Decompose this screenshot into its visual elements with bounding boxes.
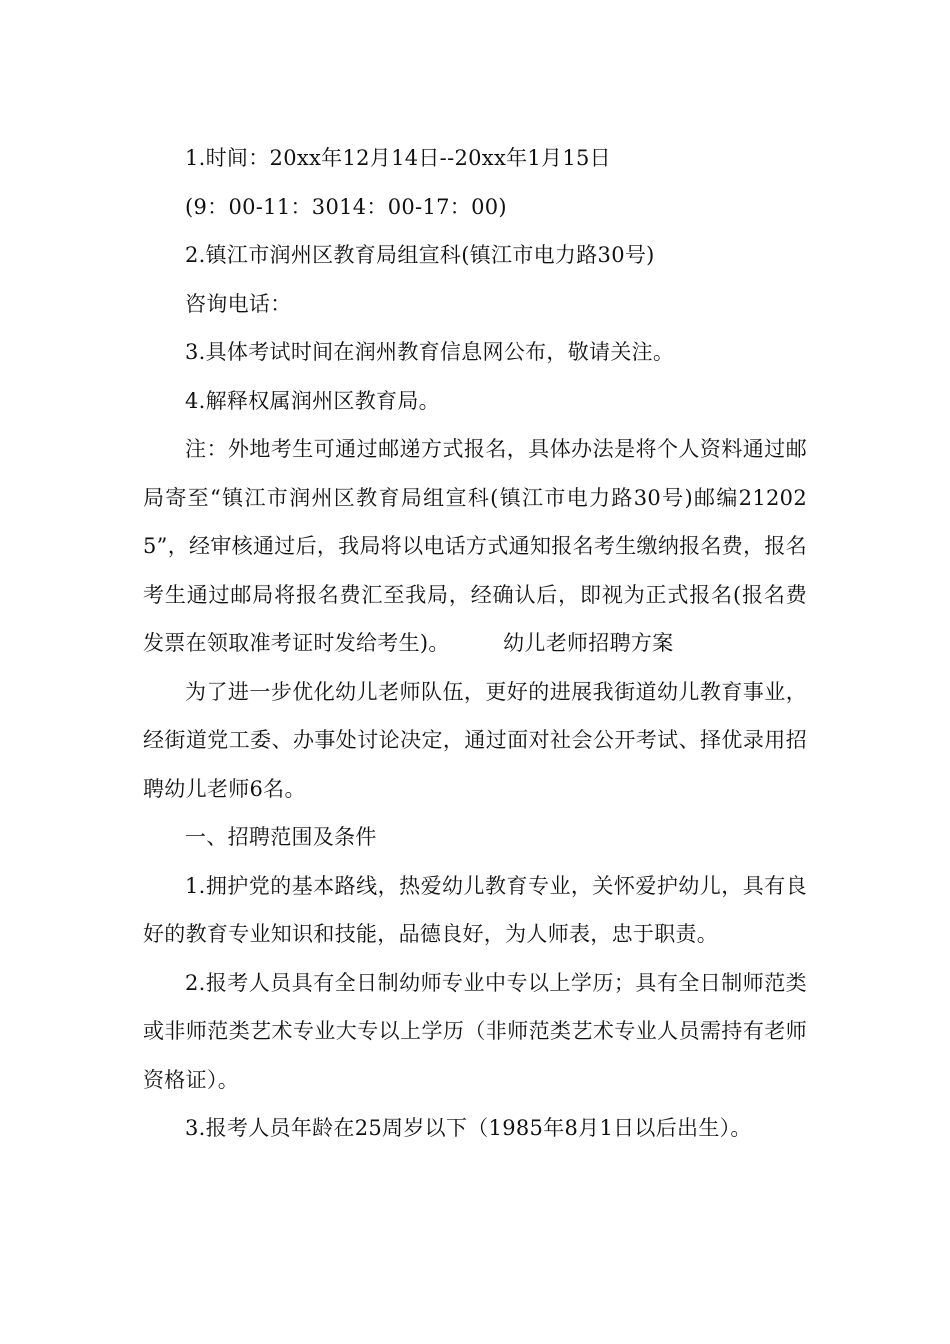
paragraph-hours: (9：00-11：3014：00-17：00) — [185, 194, 507, 219]
paragraph-intro: 为了进一步优化幼儿老师队伍，更好的进展我街道幼儿教育事业，经街道党工委、办事处讨论决定，通过面对社会公开考试、择优录用招聘幼儿老师6名。 — [143, 679, 807, 801]
section-heading: 一、招聘范围及条件 — [185, 825, 377, 849]
paragraph-interpretation: 4.解释权属润州区教育局。 — [185, 388, 440, 413]
paragraph-location: 2.镇江市润州区教育局组宣科(镇江市电力路30号) — [185, 243, 655, 267]
paragraph-time: 1.时间：20xx年12月14日--20xx年1月15日 — [185, 146, 611, 170]
paragraph-phone: 咨询电话： — [185, 291, 292, 316]
paragraph-condition-3: 3.报考人员年龄在25周岁以下（1985年8月1日以后出生）。 — [185, 1116, 752, 1140]
paragraph-exam-time: 3.具体考试时间在润州教育信息网公布，敬请关注。 — [185, 340, 675, 364]
paragraph-condition-2: 2.报考人员具有全日制幼师专业中专以上学历；具有全日制师范类或非师范类艺术专业大专以上学历（非师范类艺术专业人员需持有老师资格证）。 — [143, 970, 807, 1092]
paragraph-note: 注：外地考生可通过邮递方式报名，具体办法是将个人资料通过邮局寄至“镇江市润州区教育局组宣科(镇江市电力路30号)邮编212025”，经审核通过后，我局将以电话方式通知报名考生缴纳报名费，报名考生通过邮局将报名费汇至我局，经确认后，即视为正式报名(报名费发票在领取准考证时发给考生)。 幼儿老师招聘方案 — [143, 437, 807, 655]
paragraph-condition-1: 1.拥护党的基本路线，热爱幼儿教育专业，关怀爱护幼儿，具有良好的教育专业知识和技能，品德良好，为人师表，忠于职责。 — [143, 873, 807, 946]
document-body — [143, 134, 807, 1153]
